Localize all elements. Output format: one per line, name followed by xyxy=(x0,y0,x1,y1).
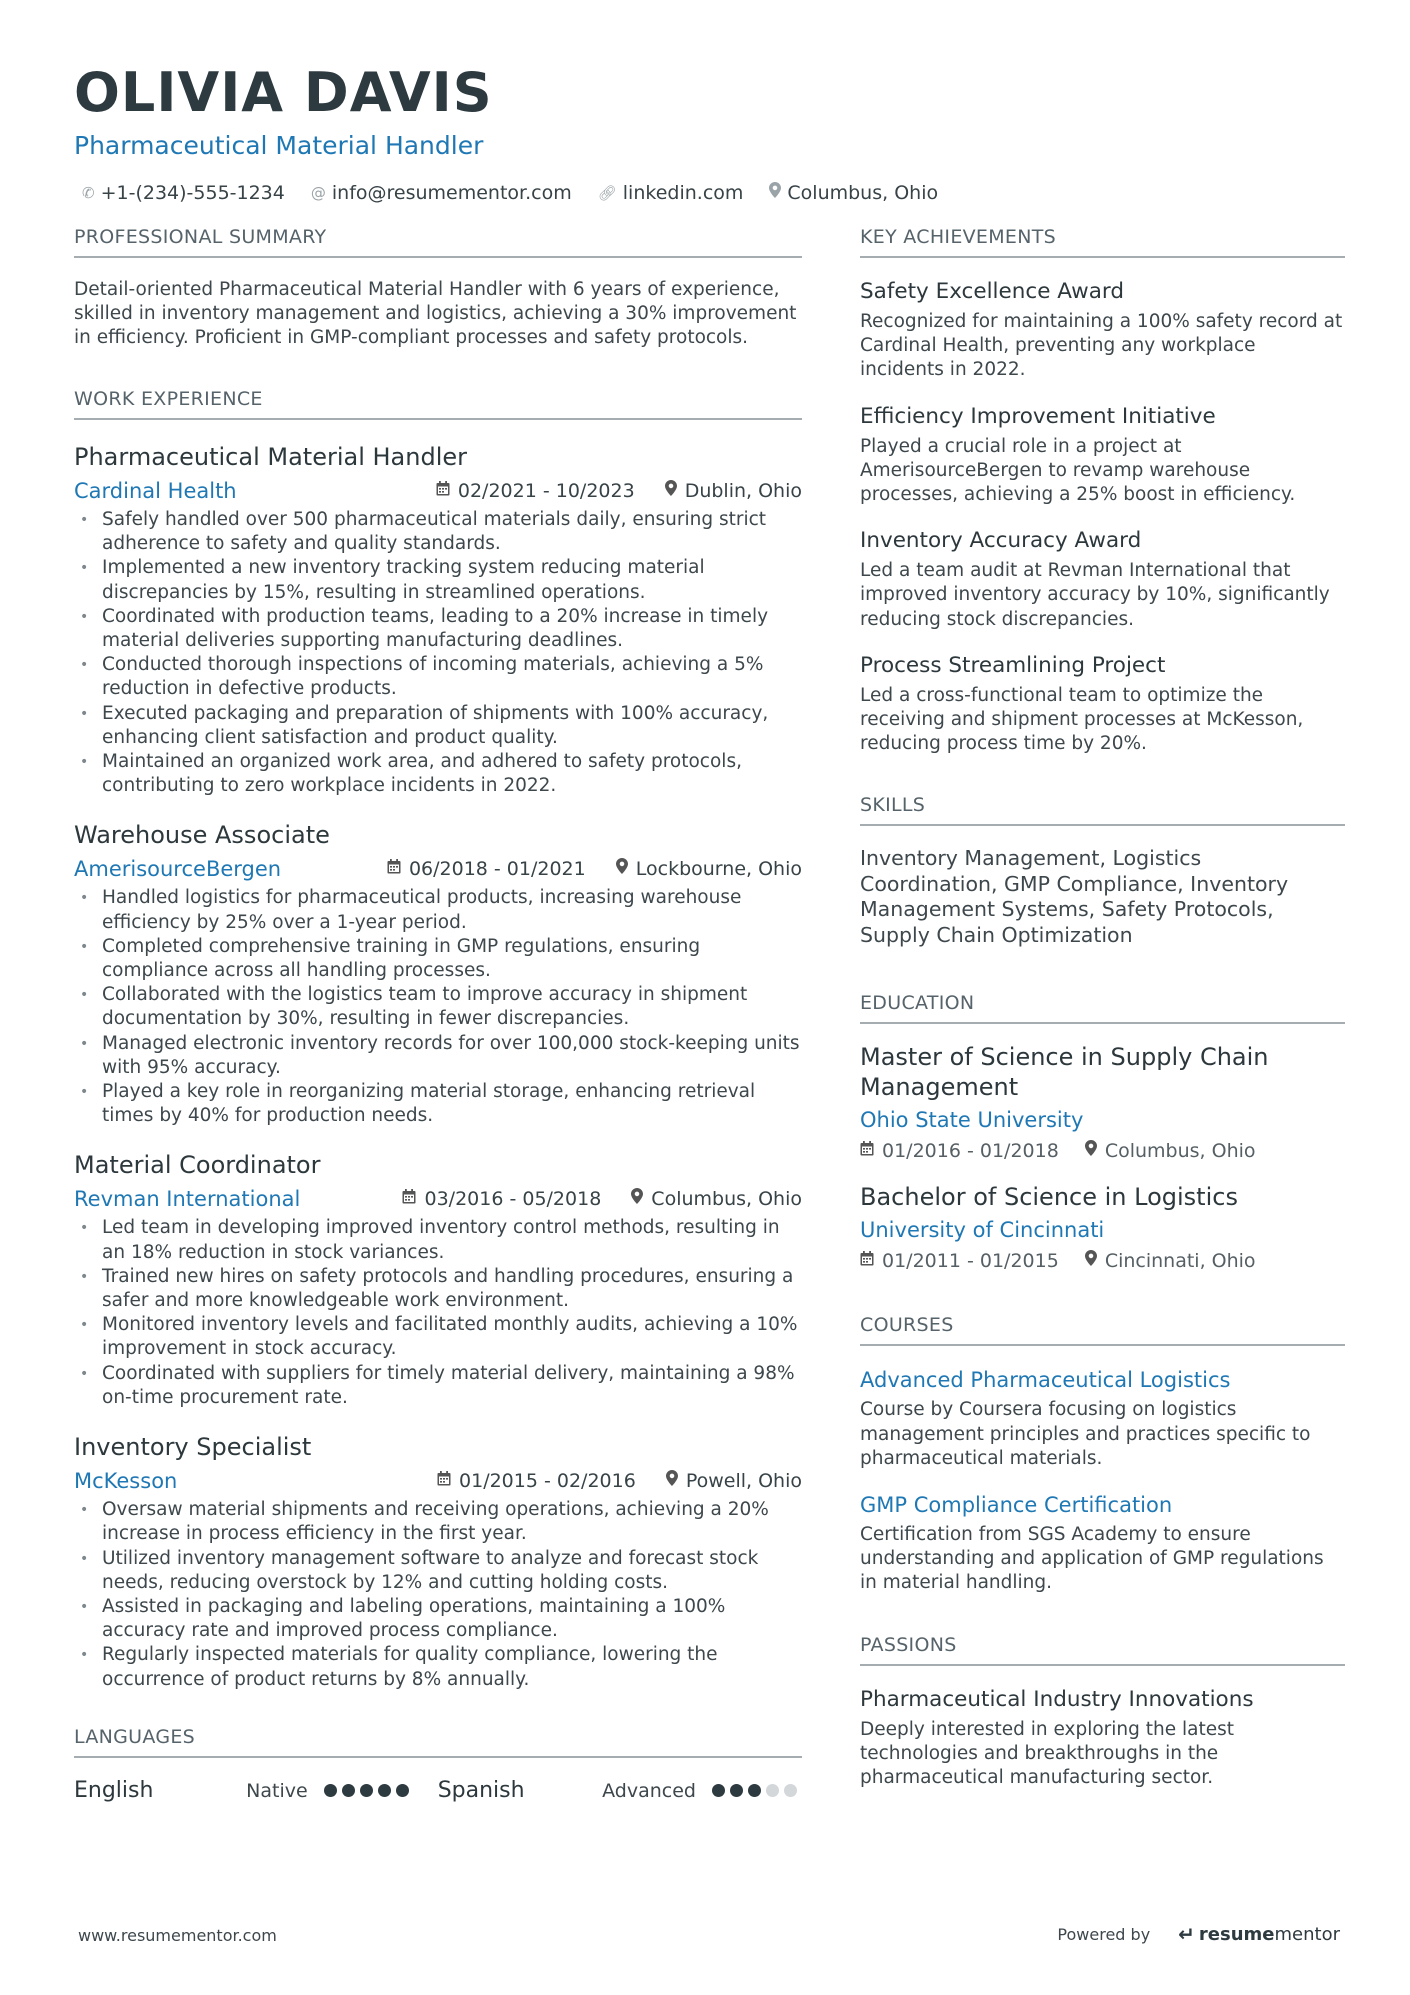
location-text: Columbus, Ohio xyxy=(651,1188,802,1211)
candidate-title: Pharmaceutical Material Handler xyxy=(74,131,484,160)
job-bullet: • Trained new hires on safety protocols and handling procedures, ensuring a safer and more knowledgeable work environment. xyxy=(74,1265,802,1313)
job-entry xyxy=(74,820,802,1128)
date-range xyxy=(387,856,586,882)
section-heading: WORK EXPERIENCE xyxy=(74,386,802,420)
language-rating xyxy=(324,1784,414,1797)
school-name[interactable]: University of Cincinnati xyxy=(860,1218,1105,1243)
job-title: Inventory Specialist xyxy=(74,1433,312,1462)
phone-icon: ✆ xyxy=(82,184,95,202)
course-item xyxy=(860,1491,1345,1596)
location-text: Dublin, Ohio xyxy=(684,480,802,502)
achievement-list xyxy=(860,278,1345,756)
job-title: Pharmaceutical Material Handler xyxy=(74,443,467,471)
achievement-text: Played a crucial role in a project at AmerisourceBergen to revamp warehouse processes, achieving a 25% boost in efficiency. xyxy=(860,435,1296,506)
job-bullets xyxy=(74,1498,802,1692)
brand-logo[interactable] xyxy=(1178,1922,1340,1946)
date-text: 01/2016 - 01/2018 xyxy=(882,1140,1059,1163)
location-pin-icon xyxy=(1085,1248,1097,1274)
education-item xyxy=(860,1182,1345,1274)
rating-dot xyxy=(766,1784,779,1797)
achievement-item xyxy=(860,652,1345,757)
passion-item xyxy=(860,1686,1345,1791)
passions-section xyxy=(860,1632,1345,1791)
footer-website[interactable]: www.resumementor.com xyxy=(78,1926,277,1945)
date-text: 01/2011 - 01/2015 xyxy=(882,1250,1059,1273)
email-text: info@resumementor.com xyxy=(331,182,572,204)
calendar-icon xyxy=(437,1468,451,1494)
job-title: Warehouse Associate xyxy=(74,821,330,850)
rating-dot xyxy=(730,1784,743,1797)
rating-dot xyxy=(748,1784,761,1797)
job-entry xyxy=(74,1432,802,1692)
location xyxy=(665,478,802,504)
job-bullet: • Managed electronic inventory records for over 100,000 stock-keeping units with 95% accuracy. xyxy=(74,1032,802,1080)
job-bullet: • Completed comprehensive training in GMP regulations, ensuring compliance across all handling processes. xyxy=(74,935,802,983)
section-heading: EDUCATION xyxy=(860,990,1345,1024)
language-level: Native xyxy=(246,1779,308,1802)
date-range xyxy=(860,1138,1059,1164)
achievement-item xyxy=(860,527,1345,632)
course-title[interactable]: Advanced Pharmaceutical Logistics xyxy=(860,1368,1231,1393)
course-text: Course by Coursera focusing on logistics management principles and practices specific to pharmaceutical materials. xyxy=(860,1399,1311,1469)
skills-text: Inventory Management, Logistics Coordination, GMP Compliance, Inventory Management Systems, Safety Protocols, Supply Chain Optimization xyxy=(860,846,1289,947)
link-icon: 🔗︎ xyxy=(597,184,617,202)
candidate-name: OLIVIA DAVIS xyxy=(74,61,493,124)
location-text: Columbus, Ohio xyxy=(1104,1140,1256,1163)
at-icon: @ xyxy=(310,184,326,202)
achievement-title: Process Streamlining Project xyxy=(860,652,1166,678)
job-bullet: • Handled logistics for pharmaceutical products, increasing warehouse efficiency by 25% over a 1-year period. xyxy=(74,886,802,934)
location xyxy=(666,1468,802,1494)
job-bullets xyxy=(74,508,802,798)
job-bullet: • Led team in developing improved inventory control methods, resulting in an 18% reduction in stock variances. xyxy=(74,1216,802,1264)
passion-title: Pharmaceutical Industry Innovations xyxy=(860,1686,1254,1712)
education-list xyxy=(860,1042,1345,1274)
job-bullet: • Monitored inventory levels and facilitated monthly audits, achieving a 10% improvement in stock accuracy. xyxy=(74,1313,802,1361)
contact-email[interactable] xyxy=(311,180,572,206)
date-range xyxy=(402,1186,601,1212)
section-heading: PASSIONS xyxy=(860,1632,1345,1666)
section-heading: SKILLS xyxy=(860,792,1345,826)
course-title[interactable]: GMP Compliance Certification xyxy=(860,1493,1173,1518)
language-name: English xyxy=(74,1777,154,1803)
date-text: 03/2016 - 05/2018 xyxy=(424,1188,602,1211)
company-name[interactable]: Revman International xyxy=(74,1187,301,1212)
job-meta xyxy=(74,478,802,504)
calendar-icon xyxy=(402,1186,416,1212)
date-text: 06/2018 - 01/2021 xyxy=(408,858,586,881)
contact-linkedin[interactable] xyxy=(598,180,744,206)
summary-text: Detail-oriented Pharmaceutical Material Handler with 6 years of experience, skilled in inventory management and logistics, achieving a 30% improvement in efficiency. Proficient in GMP-compliant processes and safety protocols. xyxy=(74,279,797,348)
skills-section xyxy=(860,792,1345,948)
achievement-title: Safety Excellence Award xyxy=(860,279,1124,304)
achievement-text: Led a team audit at Revman International that improved inventory accuracy by 10%, significantly reducing stock discrepancies. xyxy=(860,560,1330,630)
achievement-title: Efficiency Improvement Initiative xyxy=(860,403,1216,429)
education-meta xyxy=(860,1248,1345,1274)
location-pin-icon xyxy=(1085,1138,1097,1164)
job-bullet: • Maintained an organized work area, and adhered to safety protocols, contributing to zero workplace incidents in 2022. xyxy=(74,750,802,798)
job-bullet: • Played a key role in reorganizing material storage, enhancing retrieval times by 40% for production needs. xyxy=(74,1080,802,1128)
course-item xyxy=(860,1366,1345,1471)
experience-section xyxy=(74,386,802,1692)
resume-header xyxy=(74,58,1344,206)
job-meta-right xyxy=(406,478,802,504)
contact-location xyxy=(769,180,938,206)
job-bullet: • Oversaw material shipments and receiving operations, achieving a 20% increase in process efficiency in the first year. xyxy=(74,1498,802,1546)
job-list xyxy=(74,442,802,1692)
job-bullet: • Executed packaging and preparation of shipments with 100% accuracy, enhancing client satisfaction and product quality. xyxy=(74,702,802,750)
summary-section xyxy=(74,224,802,350)
achievement-item xyxy=(860,278,1345,383)
achievement-title: Inventory Accuracy Award xyxy=(860,528,1142,554)
company-name[interactable]: Cardinal Health xyxy=(74,479,237,503)
job-bullet: • Implemented a new inventory tracking system reducing material discrepancies by 15%, resulting in streamlined operations. xyxy=(74,556,802,604)
date-range xyxy=(860,1248,1059,1274)
rating-dot xyxy=(324,1784,337,1797)
location xyxy=(616,856,802,882)
achievements-section xyxy=(860,224,1345,756)
job-entry xyxy=(74,442,802,798)
job-bullet: • Utilized inventory management software to analyze and forecast stock needs, reducing overstock by 12% and cutting holding costs. xyxy=(74,1547,802,1595)
job-bullet: • Assisted in packaging and labeling operations, maintaining a 100% accuracy rate and improved process compliance. xyxy=(74,1595,802,1643)
section-heading: COURSES xyxy=(860,1312,1345,1346)
job-meta-right xyxy=(357,856,802,882)
school-name[interactable]: Ohio State University xyxy=(860,1108,1084,1133)
location-text: Powell, Ohio xyxy=(685,1470,802,1493)
contact-bar xyxy=(74,180,1344,206)
job-meta xyxy=(74,856,802,882)
calendar-icon xyxy=(860,1138,874,1164)
language-rating xyxy=(712,1784,802,1797)
language-name: Spanish xyxy=(437,1777,525,1803)
job-bullet: • Conducted thorough inspections of incoming materials, achieving a 5% reduction in defective products. xyxy=(74,653,802,701)
linkedin-text: linkedin.com xyxy=(622,182,744,204)
achievement-item xyxy=(860,403,1345,508)
section-heading: LANGUAGES xyxy=(74,1724,802,1758)
rating-dot xyxy=(360,1784,373,1797)
degree-title: Bachelor of Science in Logistics xyxy=(860,1183,1238,1212)
calendar-icon xyxy=(387,856,401,882)
job-bullet: • Collaborated with the logistics team to improve accuracy in shipment documentation by 30%, resulting in fewer discrepancies. xyxy=(74,983,802,1031)
location-text: Lockbourne, Ohio xyxy=(635,858,802,881)
brand-part-a: resume xyxy=(1198,1923,1275,1945)
section-heading: KEY ACHIEVEMENTS xyxy=(860,224,1345,258)
powered-by-text: Powered by xyxy=(1057,1924,1151,1944)
courses-section xyxy=(860,1312,1345,1595)
location-pin-icon xyxy=(631,1186,643,1212)
company-name[interactable]: AmerisourceBergen xyxy=(74,857,282,882)
job-bullet: • Safely handled over 500 pharmaceutical materials daily, ensuring strict adherence to safety and quality standards. xyxy=(74,508,802,556)
contact-phone[interactable] xyxy=(82,180,285,206)
location xyxy=(631,1186,802,1212)
brand-part-b: mentor xyxy=(1274,1923,1340,1945)
calendar-icon xyxy=(860,1248,874,1274)
languages-section xyxy=(74,1724,802,1806)
right-column xyxy=(860,224,1345,1790)
job-bullets xyxy=(74,886,802,1128)
rating-dot xyxy=(396,1784,409,1797)
location-pin-icon xyxy=(665,478,677,504)
location-text: Cincinnati, Ohio xyxy=(1104,1250,1256,1273)
footer-powered xyxy=(1057,1922,1340,1946)
rating-dot xyxy=(784,1784,797,1797)
date-text: 02/2021 - 10/2023 xyxy=(457,480,635,502)
achievement-text: Led a cross-functional team to optimize the receiving and shipment processes at McKesson, reducing process time by 20%. xyxy=(860,684,1304,755)
job-meta-right xyxy=(372,1186,802,1212)
rating-dot xyxy=(378,1784,391,1797)
passion-list xyxy=(860,1686,1345,1791)
course-text: Certification from SGS Academy to ensure understanding and application of GMP regulations in material handling. xyxy=(860,1524,1324,1594)
job-meta xyxy=(74,1468,802,1494)
date-text: 01/2015 - 02/2016 xyxy=(459,1470,636,1493)
education-item xyxy=(860,1042,1345,1164)
job-meta-right xyxy=(407,1468,802,1494)
job-entry xyxy=(74,1150,802,1410)
course-list xyxy=(860,1366,1345,1595)
location-pin-icon xyxy=(616,856,628,882)
achievement-text: Recognized for maintaining a 100% safety record at Cardinal Health, preventing any workplace incidents in 2022. xyxy=(860,311,1343,381)
company-name[interactable]: McKesson xyxy=(74,1469,178,1494)
location xyxy=(1085,1138,1256,1164)
job-title: Material Coordinator xyxy=(74,1151,321,1180)
job-bullet: • Coordinated with suppliers for timely material delivery, maintaining a 98% on-time procurement rate. xyxy=(74,1362,802,1410)
rating-dot xyxy=(712,1784,725,1797)
job-meta xyxy=(74,1186,802,1212)
degree-title: Master of Science in Supply Chain Management xyxy=(860,1043,1269,1102)
passion-text: Deeply interested in exploring the latest technologies and breakthroughs in the pharmaceutical manufacturing sector. xyxy=(860,1718,1234,1789)
section-heading: PROFESSIONAL SUMMARY xyxy=(74,224,802,258)
phone-text: +1-(234)-555-1234 xyxy=(100,182,285,204)
location xyxy=(1085,1248,1256,1274)
left-column xyxy=(74,224,802,1806)
location-pin-icon xyxy=(769,180,781,206)
education-section xyxy=(860,990,1345,1274)
job-bullet: • Coordinated with production teams, leading to a 20% increase in timely material deliveries supporting manufacturing deadlines. xyxy=(74,605,802,653)
date-range xyxy=(437,1468,636,1494)
job-bullet: • Regularly inspected materials for quality compliance, lowering the occurrence of product returns by 8% annually. xyxy=(74,1643,802,1691)
education-meta xyxy=(860,1138,1345,1164)
brand-mark-icon: ↵ xyxy=(1178,1922,1195,1946)
language-row xyxy=(74,1776,802,1806)
calendar-icon xyxy=(436,478,450,504)
language-level: Advanced xyxy=(602,1779,696,1802)
date-range xyxy=(436,478,635,504)
rating-dot xyxy=(342,1784,355,1797)
location-text: Columbus, Ohio xyxy=(787,182,939,204)
location-pin-icon xyxy=(666,1468,678,1494)
job-bullets xyxy=(74,1216,802,1410)
